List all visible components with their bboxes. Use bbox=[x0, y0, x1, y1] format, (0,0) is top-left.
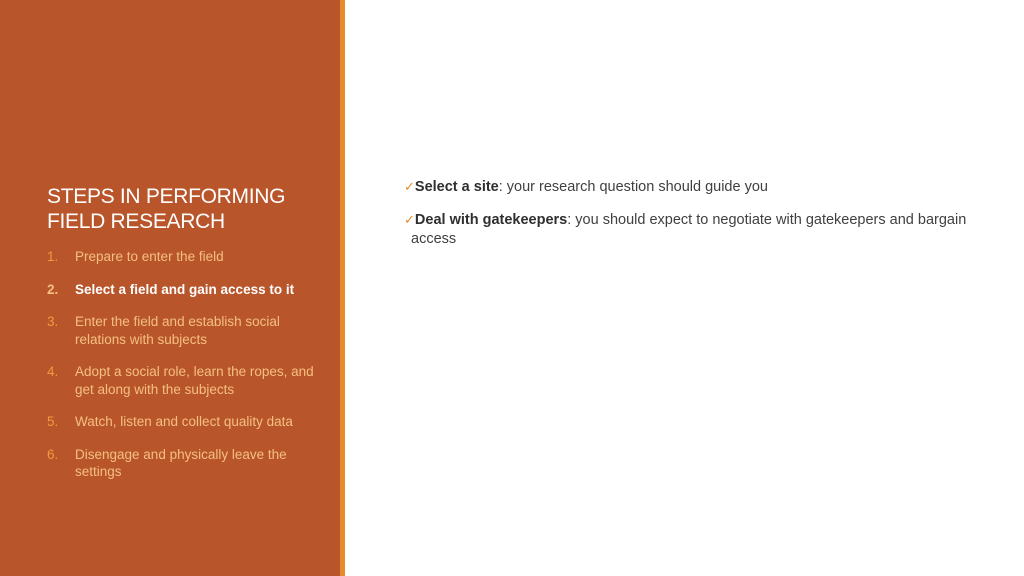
step-item-2 bbox=[47, 281, 317, 299]
step-item-3 bbox=[47, 313, 317, 348]
checkmark-icon: ✓ bbox=[404, 213, 415, 228]
step-item-5 bbox=[47, 413, 317, 431]
bullet-select-site bbox=[404, 178, 974, 197]
bullet-list bbox=[404, 178, 974, 263]
bullet-text: : your research question should guide you bbox=[498, 179, 768, 195]
step-item-4 bbox=[47, 363, 317, 398]
step-label: Disengage and physically leave the settings bbox=[75, 446, 287, 479]
bullet-text: : you should expect to negotiate with gatekeepers and bargain access bbox=[411, 212, 967, 247]
bullet-term: Deal with gatekeepers bbox=[414, 212, 568, 228]
slide-title: STEPS IN PERFORMING FIELD RESEARCH bbox=[47, 185, 286, 233]
step-number: 6. bbox=[47, 446, 59, 462]
step-number: 4. bbox=[47, 364, 59, 379]
bullet-gatekeepers bbox=[404, 211, 974, 249]
checkmark-icon: ✓ bbox=[404, 180, 415, 195]
step-label: Select a field and gain access to it bbox=[75, 281, 295, 297]
step-number: 5. bbox=[47, 414, 59, 429]
step-item-1 bbox=[47, 248, 317, 266]
bullet-term: Select a site bbox=[414, 179, 499, 195]
step-label: Prepare to enter the field bbox=[75, 249, 224, 264]
step-label: Watch, listen and collect quality data bbox=[75, 414, 293, 429]
step-item-6 bbox=[47, 446, 317, 481]
step-number: 2. bbox=[47, 281, 59, 297]
steps-list bbox=[47, 248, 317, 496]
step-number: 1. bbox=[47, 249, 59, 264]
step-label: Adopt a social role, learn the ropes, and get along with the subjects bbox=[75, 364, 314, 397]
step-number: 3. bbox=[47, 314, 59, 329]
step-label: Enter the field and establish social relations with subjects bbox=[75, 314, 280, 347]
accent-stripe bbox=[340, 0, 345, 576]
